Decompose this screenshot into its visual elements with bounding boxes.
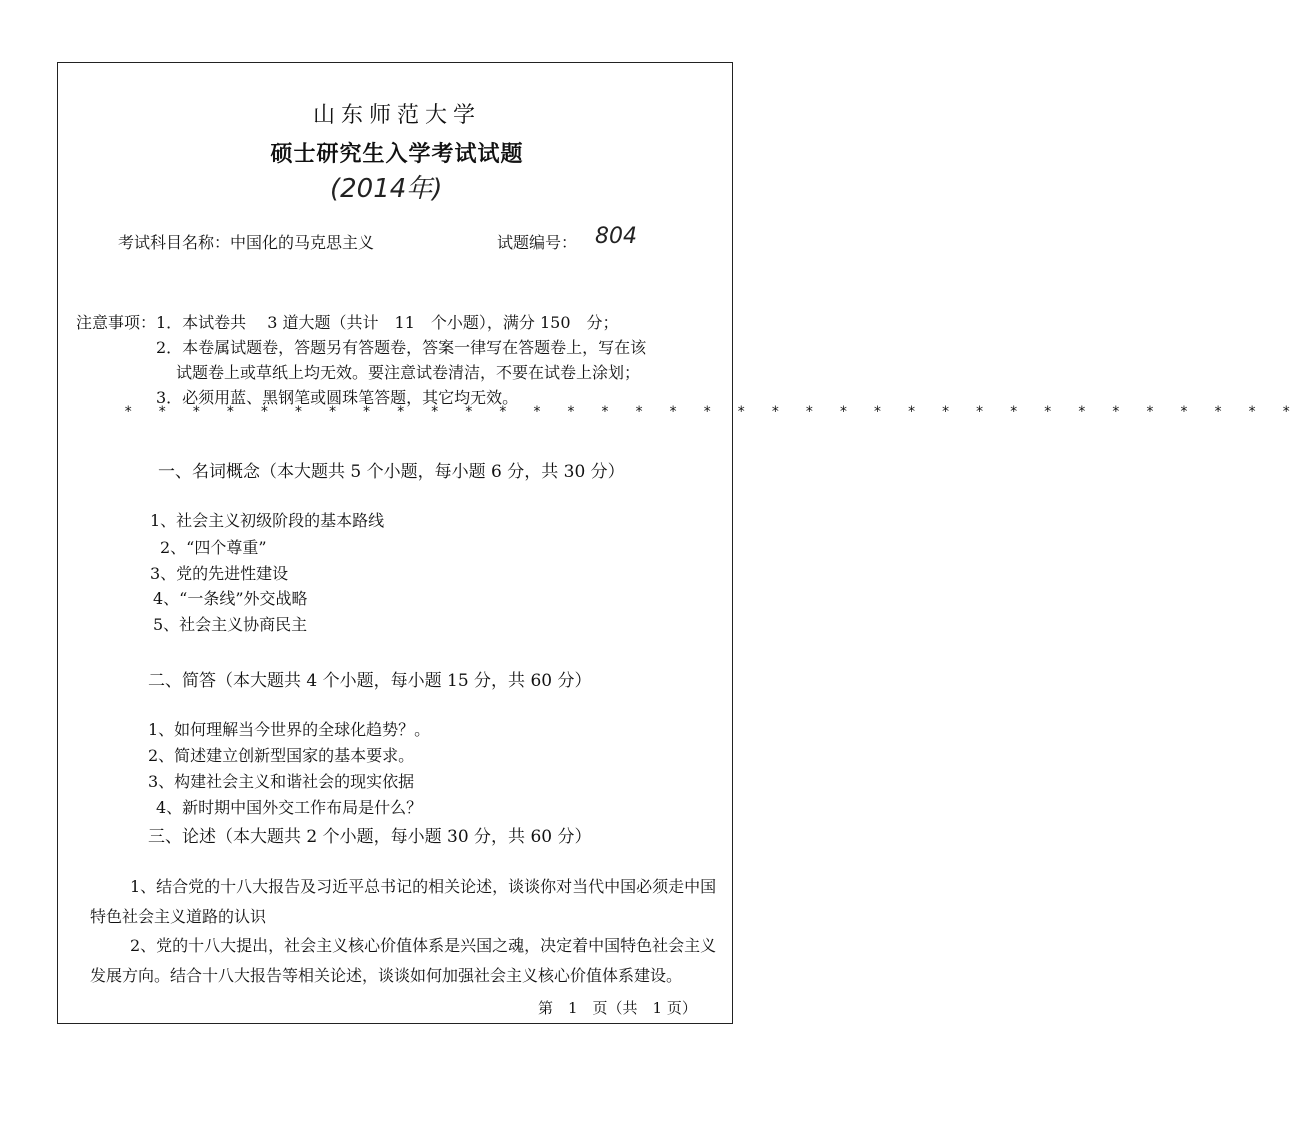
section-2-heading: 二、简答（本大题共 4 个小题，每小题 15 分，共 60 分） — [148, 671, 592, 691]
exam-title: 硕士研究生入学考试试题 — [270, 141, 524, 167]
section-2-item: 1、如何理解当今世界的全球化趋势？。 — [148, 720, 431, 739]
section-1-item: 4、“一条线”外交战略 — [153, 589, 308, 608]
exam-code-value: 804 — [595, 224, 637, 249]
university-name: 山东师范大学 — [312, 103, 481, 128]
section-1-item: 3、党的先进性建设 — [150, 564, 289, 583]
section-3-heading: 三、论述（本大题共 2 个小题，每小题 30 分，共 60 分） — [148, 827, 592, 847]
section-1-item: 2、“四个尊重” — [160, 538, 267, 557]
section-1-item: 5、社会主义协商民主 — [153, 615, 308, 634]
note-line-3: 试题卷上或草纸上均无效。要注意试卷清洁，不要在试卷上涂划； — [176, 363, 641, 382]
subject-name: 考试科目名称：中国化的马克思主义 — [118, 233, 375, 252]
note-line-1: 注意事项：1．本试卷共 3 道大题（共计 11 个小题），满分 150 分； — [76, 313, 619, 332]
section-1-item: 1、社会主义初级阶段的基本路线 — [150, 511, 385, 530]
section-3-item: 2、党的十八大提出，社会主义核心价值体系是兴国之魂，决定着中国特色社会主义发展方向。结合十八大报告等相关论述，谈谈如何加强社会主义核心价值体系建设。 — [90, 936, 717, 985]
note-line-4: 3．必须用蓝、黑钢笔或圆珠笔答题，其它均无效。 — [156, 388, 519, 407]
section-2-item: 3、构建社会主义和谐社会的现实依据 — [148, 772, 415, 791]
exam-code-label: 试题编号： — [497, 233, 578, 252]
section-1-heading: 一、名词概念（本大题共 5 个小题，每小题 6 分，共 30 分） — [158, 462, 625, 482]
section-2-item: 4、新时期中国外交工作布局是什么？ — [156, 798, 423, 817]
section-2-item: 2、简述建立创新型国家的基本要求。 — [148, 746, 415, 765]
note-line-2: 2．本卷属试题卷，答题另有答题卷，答案一律写在答题卷上，写在该 — [156, 338, 647, 357]
page-number: 第 1 页（共 1 页） — [538, 999, 697, 1017]
section-3-item: 1、结合党的十八大报告及习近平总书记的相关论述，谈谈你对当代中国必须走中国特色社会主义道路的认识 — [90, 877, 717, 926]
handwritten-year: (2014年) — [330, 174, 443, 204]
star-divider: * * * * * * * * * * * * * * * * * * * * * * * * * * * * * * * * * * * — [124, 404, 1299, 420]
